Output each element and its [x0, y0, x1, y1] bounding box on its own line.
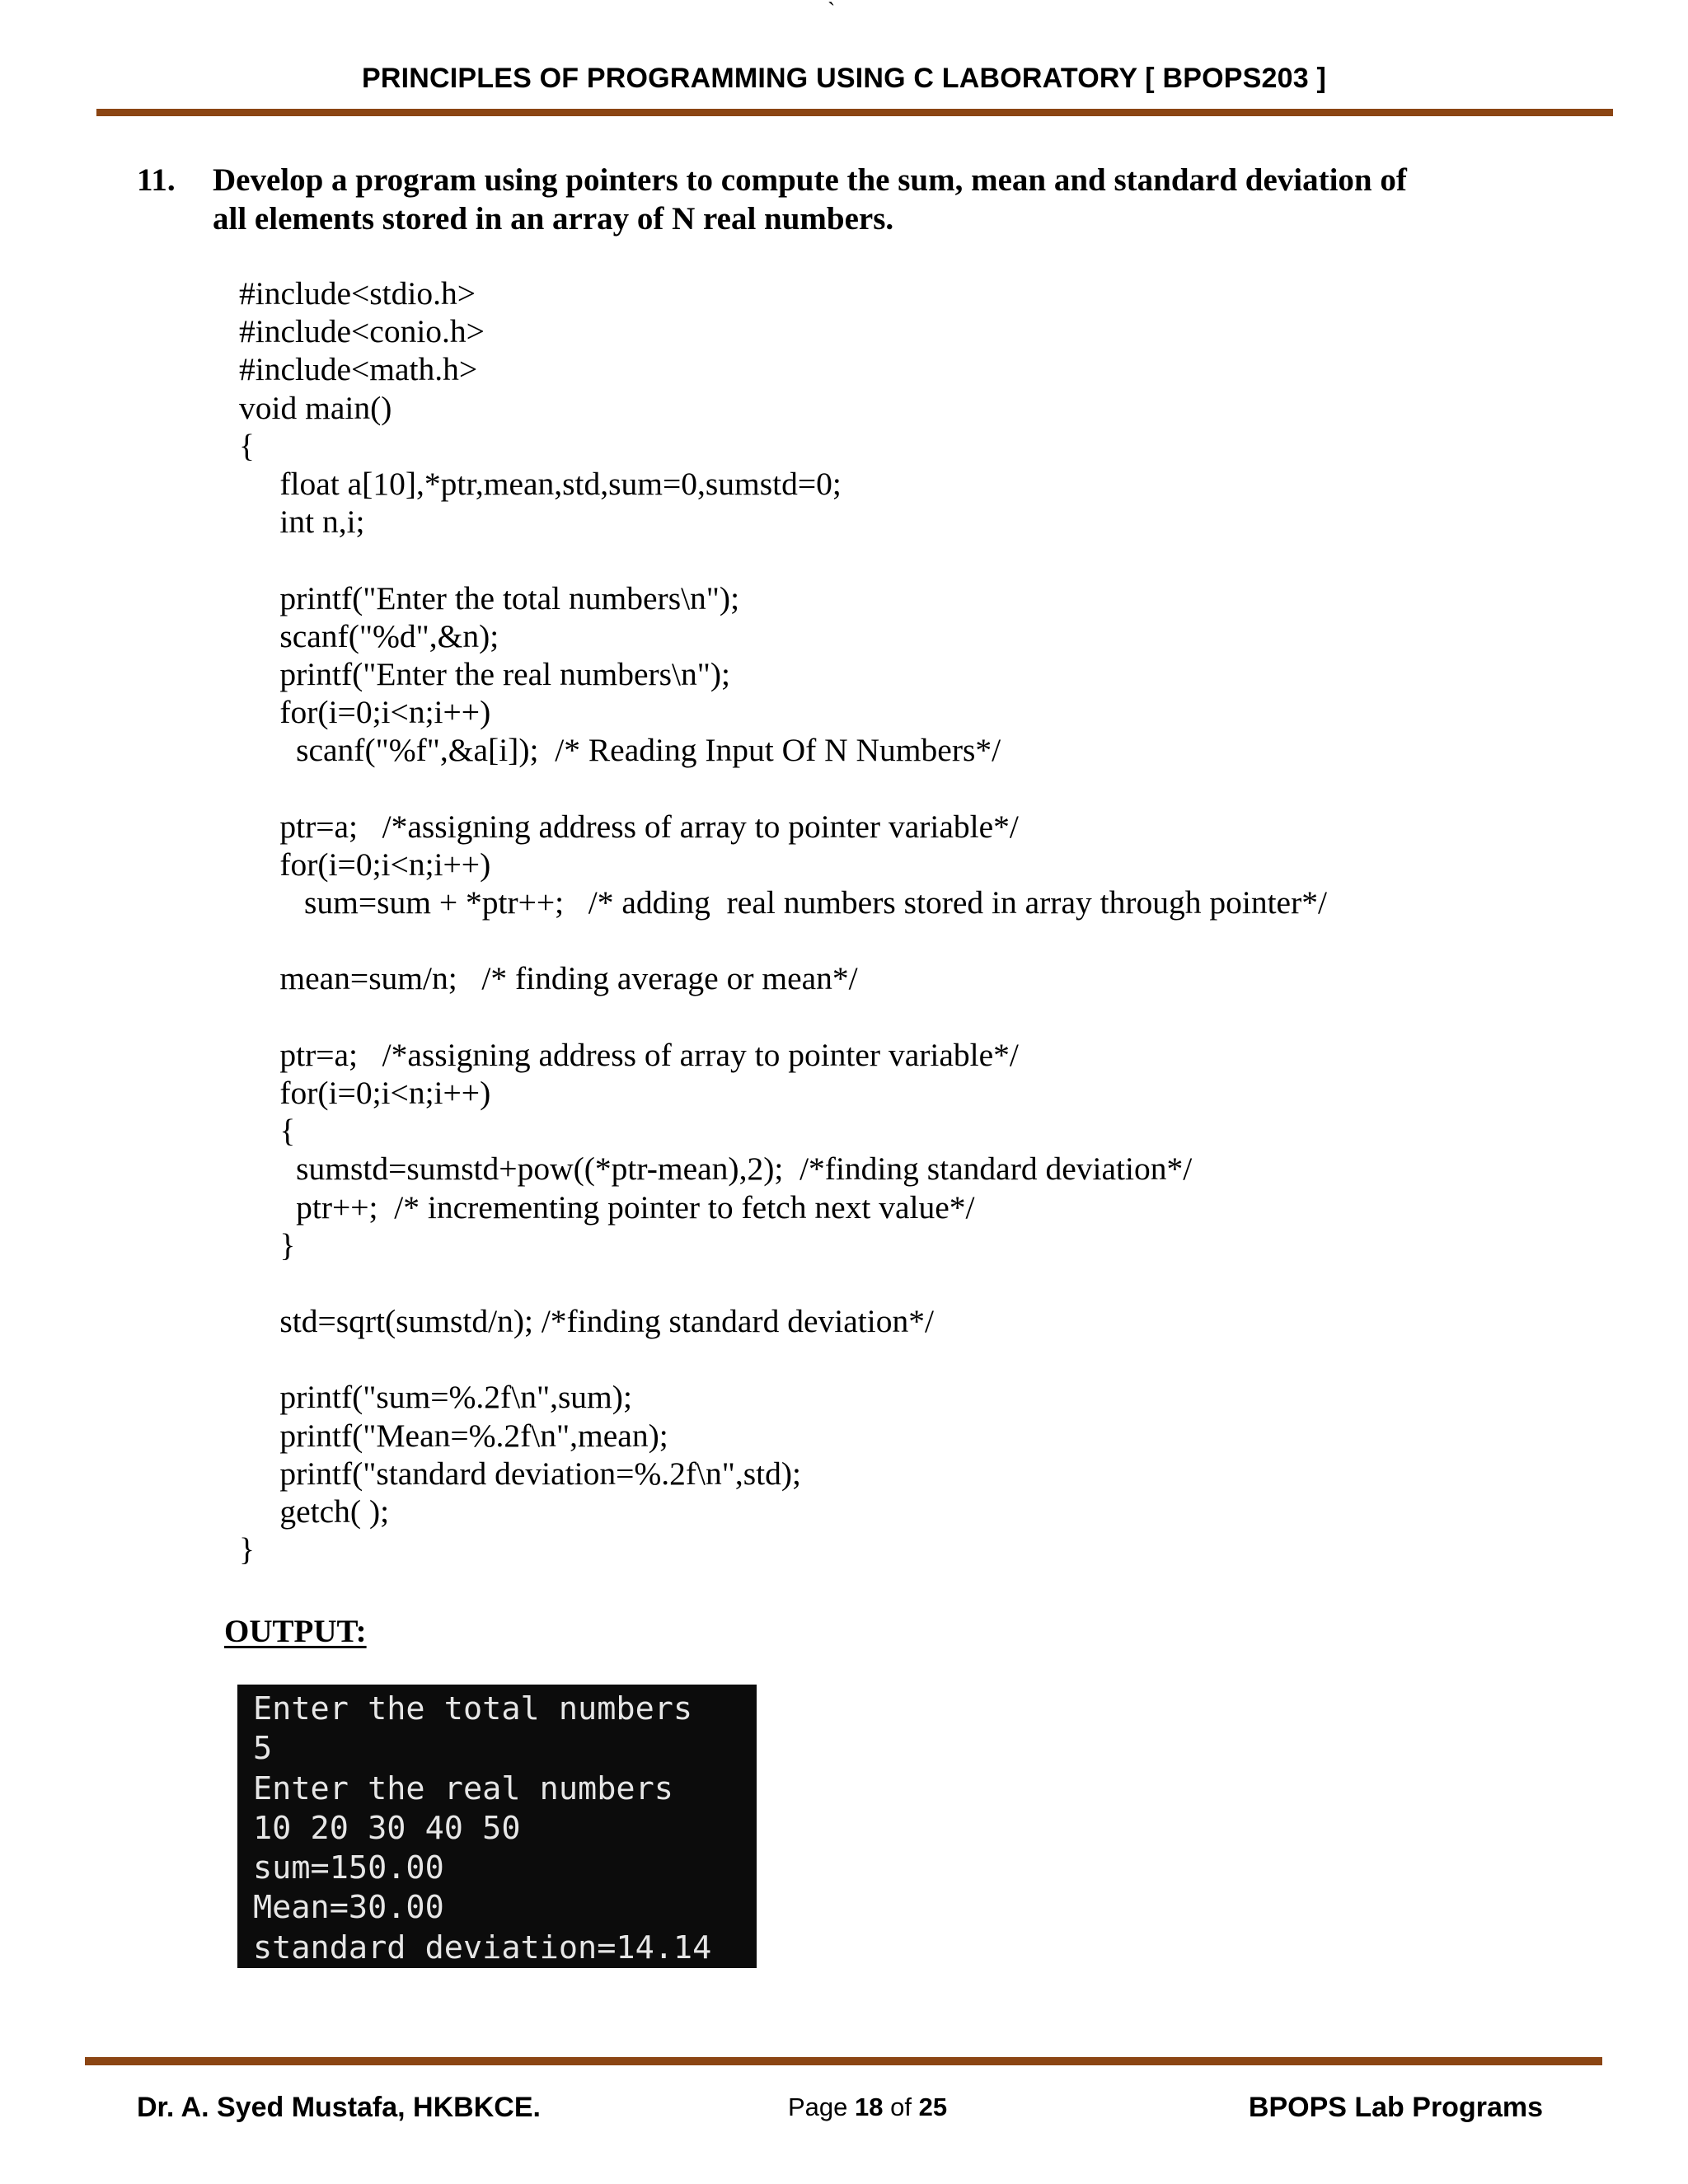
output-label: OUTPUT:	[224, 1614, 367, 1649]
code-line: }	[239, 1531, 255, 1568]
code-line: printf("standard deviation=%.2f\n",std);	[239, 1455, 801, 1492]
console-line: 5	[253, 1730, 273, 1768]
page-total: 25	[918, 2093, 948, 2121]
console-line: Enter the real numbers	[253, 1769, 673, 1807]
question-text-line-2: all elements stored in an array of N real numbers.	[213, 201, 894, 237]
code-line: {	[239, 427, 255, 464]
code-line: {	[239, 1113, 296, 1150]
console-line: Enter the total numbers	[253, 1690, 693, 1727]
code-line: printf("Enter the total numbers\n");	[239, 579, 740, 616]
code-line	[239, 1264, 1327, 1302]
footer-rule	[85, 2057, 1602, 2065]
code-line: for(i=0;i<n;i++)	[239, 1074, 491, 1111]
page-mark: `	[828, 0, 836, 24]
code-line: #include<conio.h>	[239, 313, 485, 350]
page-of: of	[883, 2093, 919, 2121]
question	[137, 161, 1571, 238]
question-number: 11.	[137, 162, 176, 198]
code-line: ptr=a; /*assigning address of array to pointer variable*/	[239, 1036, 1019, 1073]
code-line: printf("Mean=%.2f\n",mean);	[239, 1417, 668, 1454]
code-line: scanf("%f",&a[i]); /* Reading Input Of N Numbers*/	[239, 732, 1001, 769]
code-line: for(i=0;i<n;i++)	[239, 846, 491, 883]
code-line: }	[239, 1226, 296, 1263]
code-line: sumstd=sumstd+pow((*ptr-mean),2); /*finding standard deviation*/	[239, 1151, 1193, 1188]
code-line	[239, 921, 1327, 959]
console-line: sum=150.00	[253, 1849, 444, 1887]
console-line: Mean=30.00	[253, 1889, 444, 1927]
page-current: 18	[855, 2093, 884, 2121]
code-line	[239, 769, 1327, 807]
footer-author: Dr. A. Syed Mustafa, HKBKCE.	[137, 2092, 541, 2123]
code-line	[239, 1340, 1327, 1378]
code-line: void main()	[239, 389, 392, 426]
code-line: for(i=0;i<n;i++)	[239, 694, 491, 731]
code-line	[239, 541, 1327, 579]
code-line: std=sqrt(sumstd/n); /*finding standard deviation*/	[239, 1303, 934, 1340]
code-line: printf("sum=%.2f\n",sum);	[239, 1379, 632, 1416]
console-line: standard deviation=14.14	[253, 1929, 712, 1966]
footer-page-number	[788, 2089, 947, 2125]
code-line	[239, 998, 1327, 1036]
page-prefix: Page	[788, 2093, 856, 2121]
code-line: printf("Enter the real numbers\n");	[239, 655, 731, 692]
code-line: #include<math.h>	[239, 351, 478, 388]
code-listing	[239, 274, 1327, 1568]
question-text-line-1: Develop a program using pointers to compute the sum, mean and standard deviation of	[213, 162, 1407, 198]
header-title: PRINCIPLES OF PROGRAMMING USING C LABORATORY [ BPOPS203 ]	[361, 63, 1327, 94]
code-line: #include<stdio.h>	[239, 275, 476, 312]
code-line: getch( );	[239, 1493, 390, 1530]
header-rule	[96, 109, 1613, 116]
code-line: int n,i;	[239, 504, 365, 541]
code-line: ptr=a; /*assigning address of array to pointer variable*/	[239, 808, 1019, 845]
code-line: scanf("%d",&n);	[239, 617, 499, 654]
console-line: 10 20 30 40 50	[253, 1809, 521, 1847]
footer-doc-name: BPOPS Lab Programs	[1248, 2092, 1543, 2123]
code-line: sum=sum + *ptr++; /* adding real numbers stored in array through pointer*/	[239, 884, 1327, 921]
code-line: ptr++; /* incrementing pointer to fetch next value*/	[239, 1188, 975, 1226]
code-line: float a[10],*ptr,mean,std,sum=0,sumstd=0;	[239, 465, 842, 502]
console-output	[237, 1685, 757, 1968]
code-line: mean=sum/n; /* finding average or mean*/	[239, 960, 858, 997]
